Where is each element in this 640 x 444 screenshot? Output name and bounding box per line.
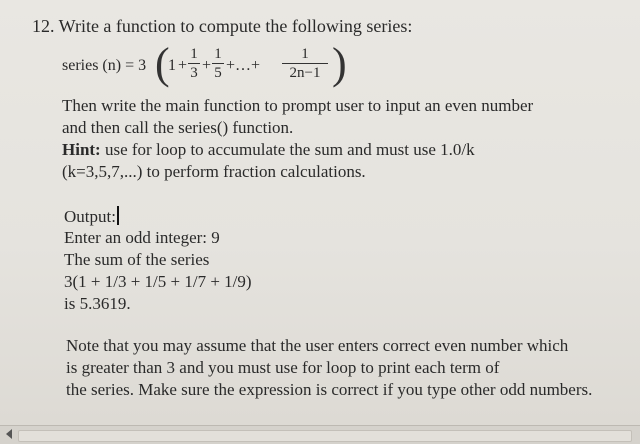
scroll-left-arrow-icon[interactable] <box>6 429 12 439</box>
formula-fraction-1-3 <box>188 46 200 81</box>
formula-term-one: 1 <box>168 57 176 74</box>
formula-lhs: series (n) = 3 <box>62 57 147 74</box>
output-heading <box>64 206 119 227</box>
formula-plus: + <box>202 57 212 74</box>
fraction-bar <box>212 63 224 64</box>
output-line-3: 3(1 + 1/3 + 1/5 + 1/7 + 1/9) <box>64 272 252 291</box>
formula-fraction-1-2n-1 <box>282 46 328 81</box>
scrollbar-track[interactable] <box>18 430 632 442</box>
output-label: Output: <box>64 207 116 226</box>
fraction-numerator: 1 <box>214 46 222 62</box>
formula-ellipsis: +…+ <box>226 57 261 74</box>
hint-line-2: (k=3,5,7,...) to perform fraction calculations. <box>62 162 366 181</box>
body-line-1: Then write the main function to prompt user to input an even number <box>62 96 534 115</box>
series-formula <box>60 40 360 92</box>
fraction-bar <box>188 63 200 64</box>
note-line-1: Note that you may assume that the user enters correct even number which <box>66 336 569 355</box>
output-line-2: The sum of the series <box>64 250 210 269</box>
hint-line <box>62 140 475 160</box>
fraction-denominator: 5 <box>214 65 222 81</box>
body-line-2: and then call the series() function. <box>62 118 294 137</box>
output-line-1: Enter an odd integer: 9 <box>64 228 220 247</box>
formula-left-paren: ( <box>155 39 170 88</box>
fraction-numerator: 1 <box>190 46 198 62</box>
note-line-2: is greater than 3 and you must use for loop to print each term of <box>66 358 500 377</box>
note-line-3: the series. Make sure the expression is correct if you type other odd numbers. <box>66 380 593 399</box>
fraction-numerator: 1 <box>301 46 309 62</box>
formula-fraction-1-5 <box>212 46 224 81</box>
fraction-denominator: 2n−1 <box>289 65 321 81</box>
hint-text: use for loop to accumulate the sum and must use 1.0/k <box>100 140 475 159</box>
formula-plus: + <box>178 57 188 74</box>
fraction-denominator: 3 <box>190 65 198 81</box>
hint-label: Hint: <box>62 140 101 159</box>
fraction-bar <box>282 63 328 64</box>
horizontal-scrollbar[interactable] <box>0 425 640 444</box>
text-cursor <box>117 206 119 225</box>
formula-right-paren: ) <box>332 39 347 88</box>
question-title: 12. Write a function to compute the following series: <box>32 16 413 36</box>
output-line-4: is 5.3619. <box>64 294 131 313</box>
